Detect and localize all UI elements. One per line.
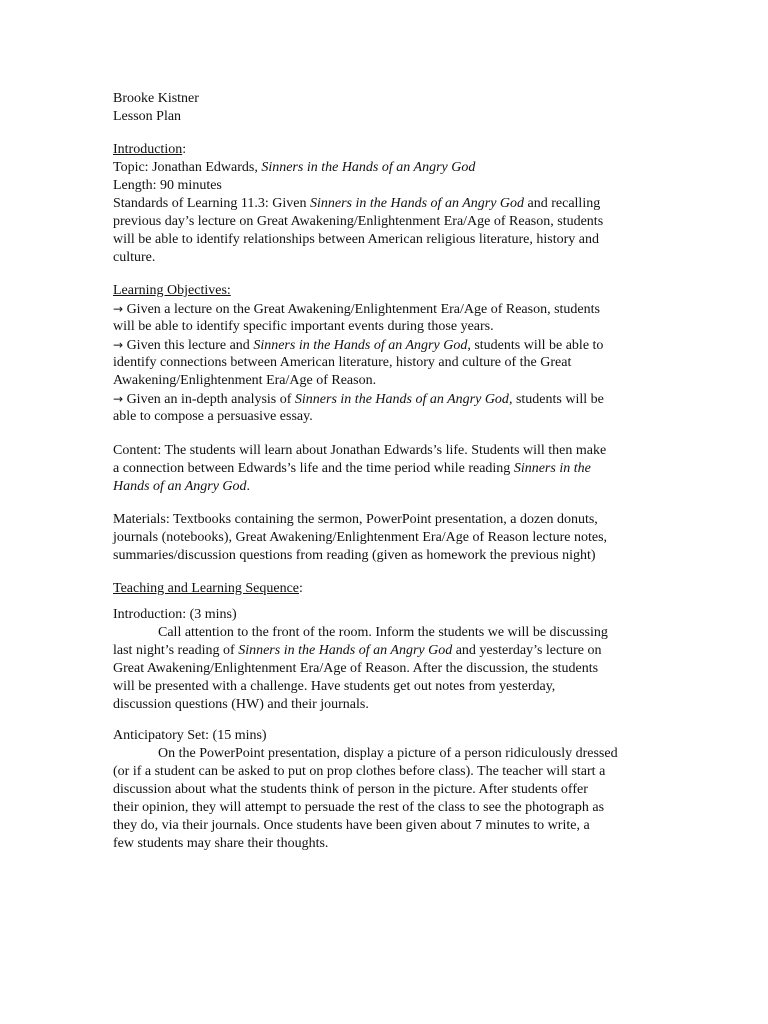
introduction-heading-colon: : (182, 142, 187, 157)
anticipatory-line-5: they do, via their journals. Once students have been given about 7 minutes to write, a (113, 818, 590, 833)
intro-section-label: Introduction: (3 mins) (113, 607, 237, 622)
intro-line-3: Great Awakening/Enlightenment Era/Age of Reason. After the discussion, the students (113, 661, 599, 676)
objectives-heading (113, 282, 231, 300)
objective-1-text: Given a lecture on the Great Awakening/Enlightenment Era/Age of Reason, students (123, 302, 600, 317)
objective-3-line-2: able to compose a persuasive essay. (113, 409, 313, 424)
anticipatory-line-6: few students may share their thoughts. (113, 836, 329, 851)
objective-2-line-1 (113, 336, 603, 354)
introduction-heading (113, 141, 186, 159)
anticipatory-set-label: Anticipatory Set: (15 mins) (113, 728, 267, 743)
topic-title: Sinners in the Hands of an Angry God (261, 160, 476, 175)
intro-line-1: Call attention to the front of the room. Inform the students we will be discussing (158, 625, 608, 640)
objective-3-line-1 (113, 390, 604, 408)
topic-prefix: Topic: Jonathan Edwards, (113, 160, 262, 175)
content-line-2 (113, 460, 591, 478)
sol-post: and recalling (524, 196, 601, 211)
sol-line-2: previous day’s lecture on Great Awakening/Enlightenment Era/Age of Reason, students (113, 214, 604, 229)
anticipatory-line-1: On the PowerPoint presentation, display a picture of a person ridiculously dressed (158, 746, 618, 761)
objective-2-title: Sinners in the Hands of an Angry God (253, 338, 468, 353)
objective-2-line-2: identify connections between American literature, history and culture of the Great (113, 355, 572, 370)
length-line: Length: 90 minutes (113, 178, 222, 193)
document-type: Lesson Plan (113, 109, 182, 124)
intro-title: Sinners in the Hands of an Angry God (238, 643, 453, 658)
materials-line-3: summaries/discussion questions from reading (given as homework the previous night) (113, 548, 596, 563)
intro-line-4: will be presented with a challenge. Have students get out notes from yesterday, (113, 679, 556, 694)
anticipatory-line-3: discussion about what the students think of person in the picture. After students offer (113, 782, 588, 797)
author-name: Brooke Kistner (113, 91, 199, 106)
anticipatory-line-4: their opinion, they will attempt to persuade the rest of the class to see the photograph as (113, 800, 605, 815)
arrow-right-icon: → (113, 392, 124, 406)
intro-line-2 (113, 642, 602, 660)
sequence-heading (113, 580, 303, 598)
intro-line-5: discussion questions (HW) and their journals. (113, 697, 369, 712)
sol-line-4: culture. (113, 250, 156, 265)
arrow-right-icon: → (113, 302, 124, 316)
arrow-right-icon: → (113, 338, 124, 352)
sol-line-1 (113, 195, 600, 213)
content-line-1: Content: The students will learn about Jonathan Edwards’s life. Students will then make (113, 443, 607, 458)
sequence-heading-colon: : (299, 581, 303, 596)
objective-1-line-1 (113, 300, 600, 318)
objective-1-line-2: will be able to identify specific important events during those years. (113, 319, 494, 334)
objective-2-pre: Given this lecture and (123, 338, 254, 353)
content-line-3 (113, 478, 250, 496)
objective-3-post: , students will be (508, 392, 604, 407)
objective-3-pre: Given an in-depth analysis of (123, 392, 295, 407)
anticipatory-line-2: (or if a student can be asked to put on prop clothes before class). The teacher will start a (113, 764, 606, 779)
topic-line (113, 159, 475, 177)
intro-pre: last night’s reading of (113, 643, 239, 658)
intro-post: and yesterday’s lecture on (452, 643, 602, 658)
sol-title: Sinners in the Hands of an Angry God (310, 196, 525, 211)
materials-line-2: journals (notebooks), Great Awakening/Enlightenment Era/Age of Reason lecture notes, (113, 530, 608, 545)
content-title-part-1: Sinners in the (513, 461, 591, 476)
content-pre: a connection between Edwards’s life and the time period while reading (113, 461, 514, 476)
materials-line-1: Materials: Textbooks containing the sermon, PowerPoint presentation, a dozen donuts, (113, 512, 598, 527)
objectives-heading-text: Learning Objectives: (113, 283, 231, 298)
content-period: . (246, 479, 251, 494)
sol-pre: Standards of Learning 11.3: Given (113, 196, 310, 211)
objective-3-title: Sinners in the Hands of an Angry God (294, 392, 509, 407)
objective-2-post: , students will be able to (467, 338, 604, 353)
objective-2-line-3: Awakening/Enlightenment Era/Age of Reason. (113, 373, 377, 388)
sequence-heading-text: Teaching and Learning Sequence (113, 581, 299, 596)
introduction-heading-text: Introduction (113, 142, 183, 157)
sol-line-3: will be able to identify relationships between American religious literature, history and (113, 232, 599, 247)
content-title-part-2: Hands of an Angry God (113, 479, 247, 494)
